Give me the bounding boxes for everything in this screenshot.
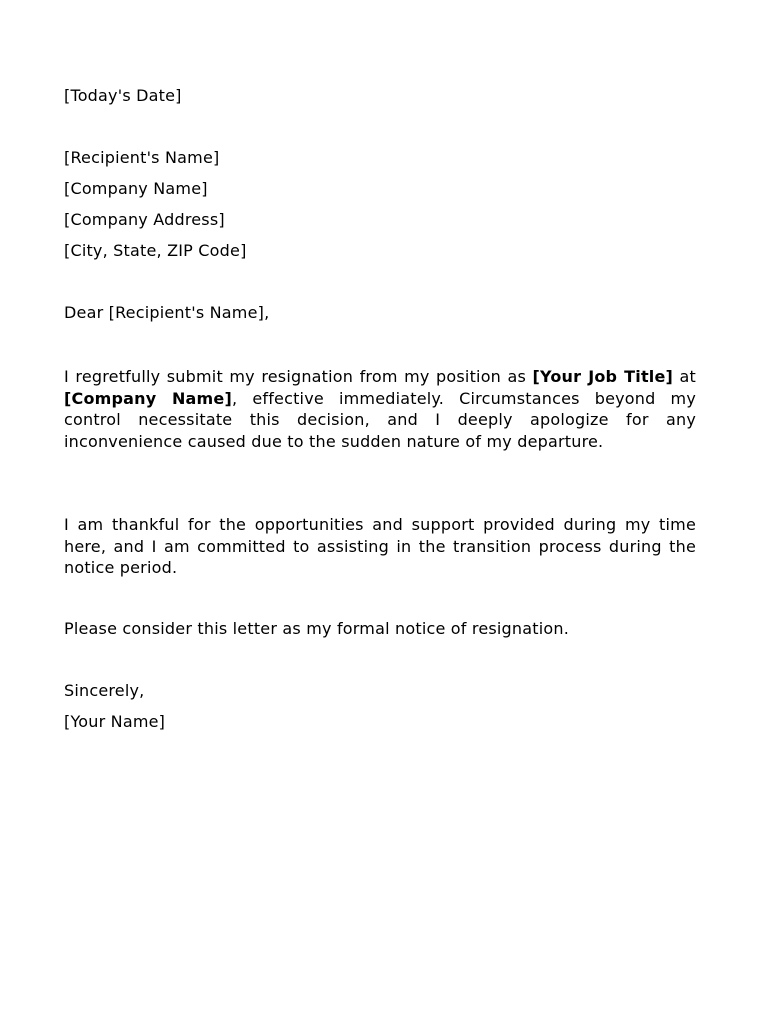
job-title-placeholder: [Your Job Title] — [532, 367, 674, 386]
recipient-city-state-zip: [City, State, ZIP Code] — [64, 241, 247, 260]
recipient-company: [Company Name] — [64, 179, 208, 198]
paragraph-resignation — [64, 366, 696, 452]
paragraph-gratitude: I am thankful for the opportunities and support provided during my time here, and I am committed to assisting in the transition process during the notice period. — [64, 515, 696, 577]
company-name-placeholder: [Company Name] — [64, 388, 232, 408]
paragraph-formal-notice: Please consider this letter as my formal notice of resignation. — [64, 619, 569, 638]
recipient-name: [Recipient's Name] — [64, 148, 220, 167]
closing: Sincerely, — [64, 681, 145, 700]
letter-date: [Today's Date] — [64, 86, 182, 105]
paragraph-resignation-text-2: at — [673, 367, 697, 386]
signature-name: [Your Name] — [64, 712, 166, 731]
recipient-address: [Company Address] — [64, 210, 225, 229]
paragraph-resignation-text-1: I regretfully submit my resignation from my position as — [64, 367, 533, 386]
salutation: Dear [Recipient's Name], — [64, 303, 270, 322]
paragraph-resignation-text-3: , effective immediately. Circumstances beyond my control necessitate this decision, and I deeply apologize for any inconvenience caused due to the sudden nature of my departure. — [64, 388, 696, 451]
